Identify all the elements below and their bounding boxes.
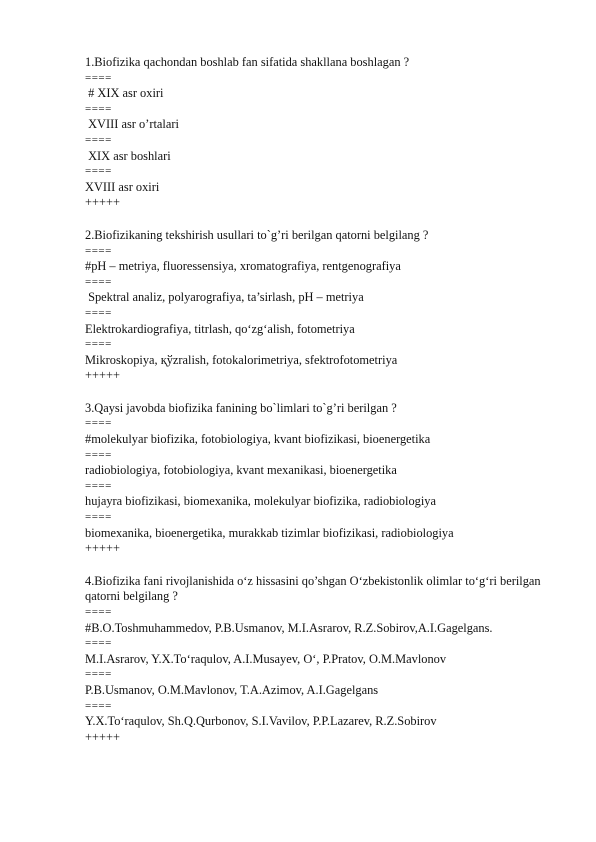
separator: ==== bbox=[85, 417, 112, 430]
answer-option: Spektral analiz, polyarografiya, ta’sirlash, pH – metriya bbox=[85, 290, 364, 305]
answer-option: # XIX asr oxiri bbox=[85, 86, 164, 101]
answer-option: XIX asr boshlari bbox=[85, 148, 171, 163]
answer-option: biomexanika, bioenergetika, murakkab tizimlar biofizikasi, radiobiologiya bbox=[85, 525, 454, 540]
separator: ==== bbox=[85, 275, 112, 288]
answer-option: radiobiologiya, fotobiologiya, kvant mexanikasi, bioenergetika bbox=[85, 463, 397, 478]
separator: ==== bbox=[85, 448, 112, 461]
question-text: 2.Biofizikaning tekshirish usullari to`g’ri berilgan qatorni belgilang ? bbox=[85, 227, 429, 242]
question-block bbox=[85, 401, 565, 557]
answer-option: hujayra biofizikasi, biomexanika, molekulyar biofizika, radiobiologiya bbox=[85, 494, 436, 509]
separator: ==== bbox=[85, 133, 112, 146]
answer-option: Y.X.To‘raqulov, Sh.Q.Qurbonov, S.I.Vavilov, P.P.Lazarev, R.Z.Sobirov bbox=[85, 714, 437, 729]
separator: ==== bbox=[85, 244, 112, 257]
end-marker: +++++ bbox=[85, 368, 120, 383]
separator: ==== bbox=[85, 606, 112, 618]
question-text: 4.Biofizika fani rivojlanishida o‘z hissasini qo’shgan O‘zbekistonlik olimlar to‘g‘ri berilgan qatorni belgilang ? bbox=[85, 573, 541, 604]
answer-option: M.I.Asrarov, Y.X.To‘raqulov, A.I.Musayev, O‘, P.Pratov, O.M.Mavlonov bbox=[85, 651, 447, 666]
answer-option: XVIII asr oxiri bbox=[85, 179, 160, 194]
end-marker: +++++ bbox=[85, 195, 120, 210]
question-text: 1.Biofizika qachondan boshlab fan sifatida shakllana boshlagan ? bbox=[85, 55, 410, 69]
separator: ==== bbox=[85, 165, 112, 178]
question-text: 3.Qaysi javobda biofizika fanining bo`limlari to`g’ri berilgan ? bbox=[85, 400, 397, 415]
document-page bbox=[85, 55, 565, 745]
answer-option: P.B.Usmanov, O.M.Mavlonov, T.A.Azimov, A.I.Gagelgans bbox=[85, 682, 379, 697]
separator: ==== bbox=[85, 699, 112, 712]
separator: ==== bbox=[85, 479, 112, 492]
question-block bbox=[85, 228, 565, 384]
answer-option: #pH – metriya, fluoressensiya, xromatografiya, rentgenografiya bbox=[85, 259, 401, 274]
separator: ==== bbox=[85, 637, 112, 650]
separator: ==== bbox=[85, 102, 112, 115]
end-marker: +++++ bbox=[85, 541, 120, 556]
answer-option: #molekulyar biofizika, fotobiologiya, kvant biofizikasi, bioenergetika bbox=[85, 432, 431, 447]
answer-option: XVIII asr o’rtalari bbox=[85, 117, 179, 132]
separator: ==== bbox=[85, 511, 112, 524]
separator: ==== bbox=[85, 306, 112, 319]
question-block bbox=[85, 574, 565, 746]
answer-option: Elektrokardiografiya, titrlash, qo‘zg‘alish, fotometriya bbox=[85, 321, 355, 336]
separator: ==== bbox=[85, 338, 112, 351]
end-marker: +++++ bbox=[85, 729, 120, 744]
question-block bbox=[85, 55, 565, 211]
answer-option: Mikroskopiya, қўzralish, fotokalorimetriya, sfektrofotometriya bbox=[85, 352, 398, 367]
separator: ==== bbox=[85, 668, 112, 681]
separator: ==== bbox=[85, 71, 112, 84]
answer-option: #B.O.Toshmuhammedov, P.B.Usmanov, M.I.Asrarov, R.Z.Sobirov,A.I.Gagelgans. bbox=[85, 620, 493, 635]
